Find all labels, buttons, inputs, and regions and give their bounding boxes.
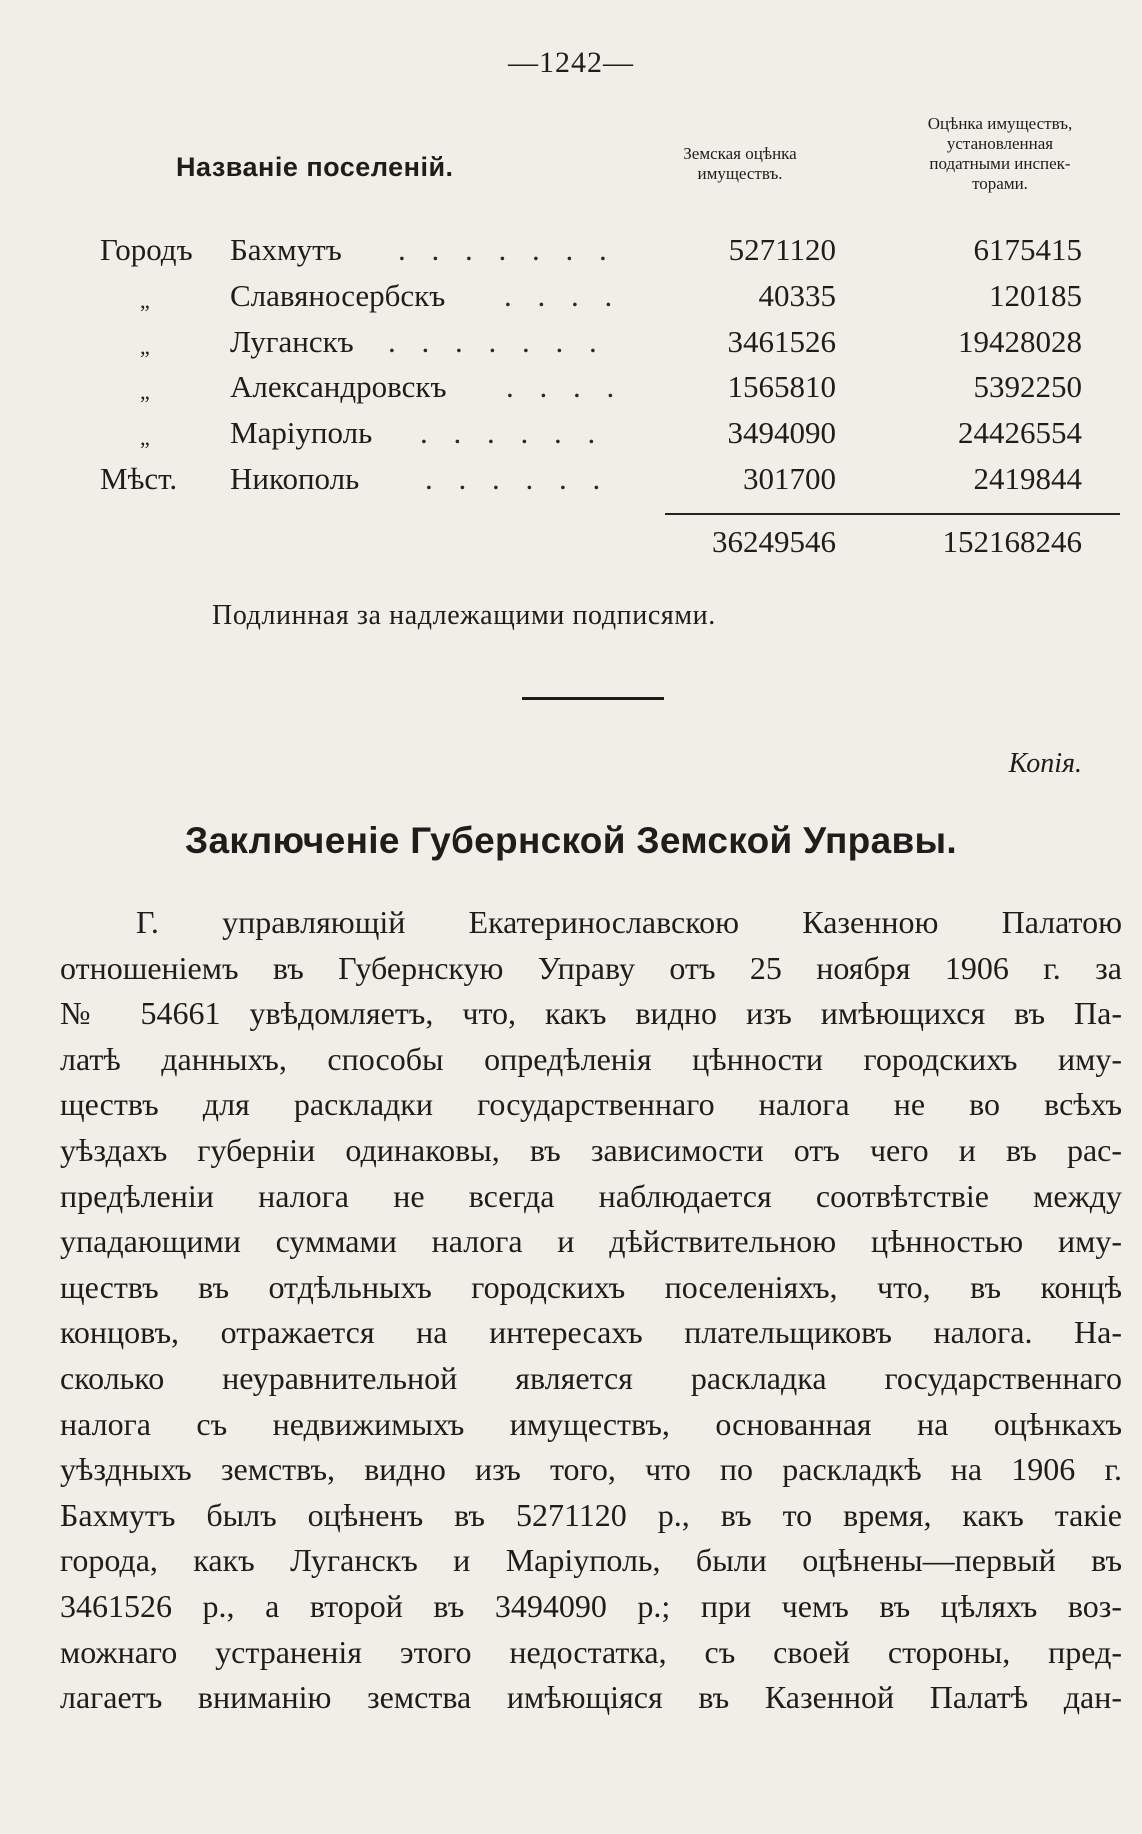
table-row: [0, 369, 1142, 415]
table-body: [0, 232, 1142, 507]
text-line: уѣздныхъ земствъ, видно изъ того, что по раскладкѣ на 1906 г.: [60, 1451, 1122, 1488]
table-header-zemstvo-valuation: [630, 144, 850, 184]
text-line: уѣздахъ губерніи одинаковы, въ зависимости отъ чего и въ рас-: [60, 1131, 1122, 1168]
row-inspector-value: 24426554: [958, 415, 1082, 451]
header-line: имуществъ.: [697, 164, 783, 183]
text-line: 3461526 р., а второй въ 3494090 р.; при чемъ въ цѣляхъ воз-: [60, 1587, 1122, 1624]
row-prefix: Городъ: [100, 232, 193, 267]
row-inspector-value: 120185: [989, 277, 1082, 313]
row-inspector-value: 6175415: [973, 232, 1082, 267]
text-line: латѣ данныхъ, способы опредѣленія цѣнности городскихъ иму-: [60, 1040, 1122, 1077]
page-number: —1242—: [508, 46, 634, 79]
row-zemstvo-value: 1565810: [727, 369, 836, 405]
text-line: отношеніемъ въ Губернскую Управу отъ 25 ноября 1906 г. за: [60, 949, 1122, 986]
leader-dots: . . . . . . .: [398, 232, 616, 267]
leader-dots: . . . .: [506, 369, 624, 405]
table-row: [0, 415, 1142, 461]
header-line: Земская оцѣнка: [683, 144, 797, 163]
row-prefix: „: [140, 379, 150, 405]
row-name: Маріуполь: [230, 415, 373, 451]
text-line: предѣленіи налога не всегда наблюдается соотвѣтствіе между: [60, 1177, 1122, 1214]
table-row: [0, 461, 1142, 507]
section-heading: Заключеніе Губернской Земской Управы.: [185, 820, 957, 861]
row-inspector-value: 19428028: [958, 323, 1082, 359]
row-name: Бахмутъ: [230, 232, 342, 267]
leader-dots: . . . . . .: [425, 460, 610, 496]
leader-dots: . . . .: [504, 277, 622, 313]
row-zemstvo-value: 301700: [743, 460, 836, 496]
text-line: города, какъ Луганскъ и Маріуполь, были оцѣнены—первый въ: [60, 1542, 1122, 1579]
table-header-inspector-valuation: [875, 114, 1125, 194]
total-inspector-value: 152168246: [942, 524, 1082, 559]
section-separator: [522, 697, 664, 700]
text-line: упадающими суммами налога и дѣйствительною цѣнностью иму-: [60, 1223, 1122, 1260]
row-name: Александровскъ: [230, 369, 447, 405]
row-name: Славяносербскъ: [230, 277, 446, 313]
table-header-settlement-name: Названіе поселеній.: [176, 152, 454, 182]
text-line: лагаетъ вниманію земства имѣющіяся въ Казенной Палатѣ дан-: [60, 1679, 1122, 1716]
leader-dots: . . . . . . .: [388, 323, 606, 359]
row-zemstvo-value: 40335: [758, 277, 836, 313]
text-line: Бахмутъ былъ оцѣненъ въ 5271120 р., въ то время, какъ такіе: [60, 1496, 1122, 1533]
signature-note: Подлинная за надлежащими подписями.: [212, 600, 716, 631]
text-line: ществъ въ отдѣльныхъ городскихъ поселеніяхъ, что, въ концѣ: [60, 1268, 1122, 1305]
row-prefix: Мѣст.: [100, 460, 178, 496]
row-prefix: „: [140, 333, 150, 359]
text-line: сколько неуравнительной является раскладка государственнаго: [60, 1359, 1122, 1396]
row-zemstvo-value: 3461526: [727, 323, 836, 359]
copy-mark: Копія.: [1008, 748, 1082, 779]
text-line: № 54661 увѣдомляетъ, что, какъ видно изъ имѣющихся въ Па-: [60, 995, 1122, 1032]
row-name: Луганскъ: [230, 323, 354, 359]
text-line: ществъ для раскладки государственнаго налога не во всѣхъ: [60, 1086, 1122, 1123]
body-paragraph: [60, 900, 1122, 1721]
leader-dots: . . . . . .: [420, 415, 605, 451]
row-inspector-value: 2419844: [973, 460, 1082, 496]
text-line: налога съ недвижимыхъ имуществъ, основанная на оцѣнкахъ: [60, 1405, 1122, 1442]
text-line: можнаго устраненія этого недостатка, съ своей стороны, пред-: [60, 1633, 1122, 1670]
total-zemstvo-value: 36249546: [712, 524, 836, 559]
table-row: [0, 324, 1142, 370]
table-row: [0, 278, 1142, 324]
row-inspector-value: 5392250: [973, 369, 1082, 405]
header-line: Оцѣнка имуществъ,: [927, 114, 1073, 133]
row-name: Никополь: [230, 460, 360, 496]
row-zemstvo-value: 3494090: [727, 415, 836, 451]
row-prefix: „: [140, 287, 150, 313]
row-zemstvo-value: 5271120: [728, 232, 836, 267]
text-line: концовъ, отражается на интересахъ плательщиковъ налога. На-: [60, 1314, 1122, 1351]
total-rule: [665, 513, 1120, 515]
header-line: торами.: [972, 174, 1028, 193]
row-prefix: „: [140, 425, 150, 451]
header-line: податными инспек-: [929, 154, 1071, 173]
header-line: установленная: [946, 134, 1054, 153]
text-line: Г. управляющій Екатеринославскою Казенною Палатою: [136, 904, 1122, 940]
table-row: [0, 232, 1142, 278]
